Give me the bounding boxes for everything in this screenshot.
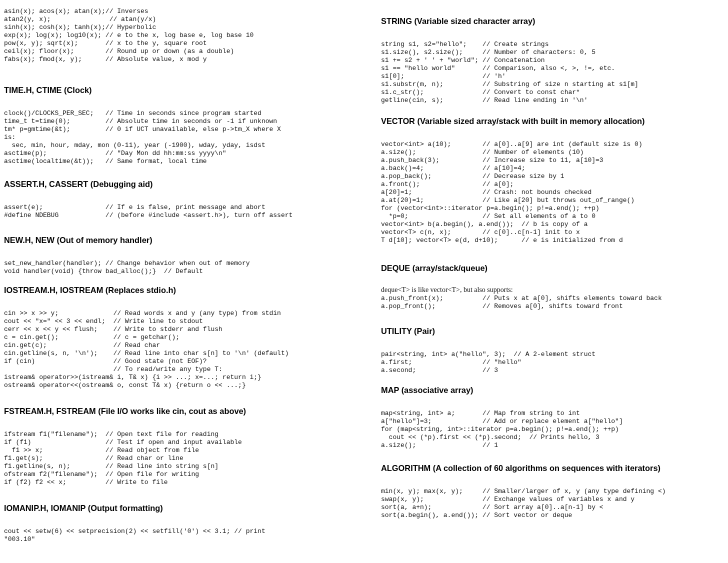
algorithm-section: [381, 464, 725, 520]
deque-heading: DEQUE (array/stack/queue): [381, 264, 488, 273]
iostream-code: cin >> x >> y; // Read words x and y (any type) from stdin cout << "x=" << 3 << endl; // Write line to stdout cerr << x << y << flush; // Write to stderr and flush c = cin.get(); // c = getchar(); cin.get(c); // Read char cin.getline(s, n, '\n'); // Read line into char s[n] to '\n' (default) if (cin) // Good state (not EOF)? // To read/write any type T: istream& operator>>(istream& i, T& x) {i >> ...; x=...; return i;} ostream& operator<<(ostream& o, const T& x) {return o << ...;}: [4, 310, 289, 389]
new-heading: NEW.H, NEW (Out of memory handler): [4, 236, 153, 245]
string-code: string s1, s2="hello"; // Create strings s1.size(), s2.size(); // Number of characters: 0, 5 s1 += s2 + ' ' + "world"; // Concatenation s1 == "hello world" // Comparison, also <, >, !=, etc. s1[0]; // 'h' s1.substr(m, n); // Substring of size n starting at s1[m] s1.c_str(); // Convert to const char* getline(cin, s); // Read line ending in '\n': [381, 41, 639, 104]
new-code: set_new_handler(handler); // Change behavior when out of memory void handler(void) {throw bad_alloc();} // Default: [4, 260, 250, 275]
vector-heading: VECTOR (Variable sized array/stack with built in memory allocation): [381, 117, 645, 126]
fstream-code: ifstream f1("filename"); // Open text file for reading if (f1) // Test if open and input available f1 >> x; // Read object from file f1.get(s); // Read char or line f1.getline(s, n); // Read line into string s[n] ofstream f2("filename"); // Open file for writing if (f2) f2 << x; // Write to file: [4, 431, 242, 486]
time-section: [4, 86, 360, 166]
math-functions-code: asin(x); acos(x); atan(x);// Inverses atan2(y, x); // atan(y/x) sinh(x); cosh(x); tanh(x);// Hyperbolic exp(x); log(x); log10(x); // e to the x, log base e, log base 10 pow(x, y); sqrt(x); // x to the y, square root ceil(x); floor(x); // Round up or down (as a double) fabs(x); fmod(x, y); // Absolute value, x mod y: [4, 8, 254, 63]
vector-code: vector<int> a(10); // a[0]..a[9] are int (default size is 0) a.size(); // Number of elements (10) a.push_back(3); // Increase size to 11, a[10]=3 a.back()=4; // a[10]=4; a.pop_back(); // Decrease size by 1 a.front(); // a[0]; a[20]=1; // Crash: not bounds checked a.at(20)=1; // Like a[20] but throws out_of_range() for (vector<int>::iterator p=a.begin(); p!=a.end(); ++p) *p=0; // Set all elements of a to 0 vector<int> b(a.begin(), a.end()); // b is copy of a vector<T> c(n, x); // c[0]..c[n-1] init to x T d[10]; vector<T> e(d, d+10); // e is initialized from d: [381, 141, 643, 244]
iostream-heading: IOSTREAM.H, IOSTREAM (Replaces stdio.h): [4, 286, 176, 295]
deque-section: [381, 264, 725, 311]
utility-code: pair<string, int> a("hello", 3); // A 2-element struct a.first; // "hello" a.second; // 3: [381, 351, 596, 374]
assert-code: assert(e); // If e is false, print message and abort #define NDEBUG // (before #include <assert.h>), turn off assert: [4, 204, 293, 219]
algorithm-code: min(x, y); max(x, y); // Smaller/larger of x, y (any type defining <) swap(x, y); // Exchange values of variables x and y sort(a, a+n); // Sort array a[0]..a[n-1] by < sort(a.begin(), a.end()); // Sort vector or deque: [381, 488, 666, 519]
assert-section: [4, 180, 360, 220]
string-heading: STRING (Variable sized character array): [381, 17, 536, 26]
fstream-section: [4, 407, 360, 487]
new-handler-section: [4, 236, 360, 276]
math-functions-section: [4, 8, 360, 64]
map-code: map<string, int> a; // Map from string to int a["hello"]=3; // Add or replace element a["hello"] for (map<string, int>::iterator p=a.begin(); p!=a.end(); ++p) cout << (*p).first << (*p).second; // Prints hello, 3 a.size(); // 1: [381, 410, 623, 449]
map-heading: MAP (associative array): [381, 386, 474, 395]
iomanip-section: [4, 504, 360, 544]
deque-code: a.push_front(x); // Puts x at a[0], shifts elements toward back a.pop_front(); // Removes a[0], shifts toward front: [381, 295, 662, 310]
time-code: clock()/CLOCKS_PER_SEC; // Time in seconds since program started time_t t=time(0); // Absolute time in seconds or -1 if unknown tm* p=gmtime(&t); // 0 if UCT unavailable, else p->tm_X where X is: sec, min, hour, mday, mon (0-11), year (-1900), wday, yday, isdst asctime(p); // "Day Mon dd hh:mm:ss yyyy\n" asctime(localtime(&t)); // Same format, local time: [4, 110, 281, 165]
utility-heading: UTILITY (Pair): [381, 327, 435, 336]
utility-section: [381, 327, 725, 375]
map-section: [381, 386, 725, 450]
iomanip-code: cout << setw(6) << setprecision(2) << setfill('0') << 3.1; // print "003.10": [4, 528, 266, 543]
assert-heading: ASSERT.H, CASSERT (Debugging aid): [4, 180, 153, 189]
algorithm-heading: ALGORITHM (A collection of 60 algorithms on sequences with iterators): [381, 464, 661, 473]
string-section: [381, 17, 725, 105]
deque-note: deque<T> is like vector<T>, but also supports:: [381, 286, 513, 294]
fstream-heading: FSTREAM.H, FSTREAM (File I/O works like cin, cout as above): [4, 407, 247, 416]
time-heading: TIME.H, CTIME (Clock): [4, 86, 92, 95]
vector-section: [381, 117, 725, 245]
iomanip-heading: IOMANIP.H, IOMANIP (Output formatting): [4, 504, 163, 513]
iostream-section: [4, 286, 360, 390]
